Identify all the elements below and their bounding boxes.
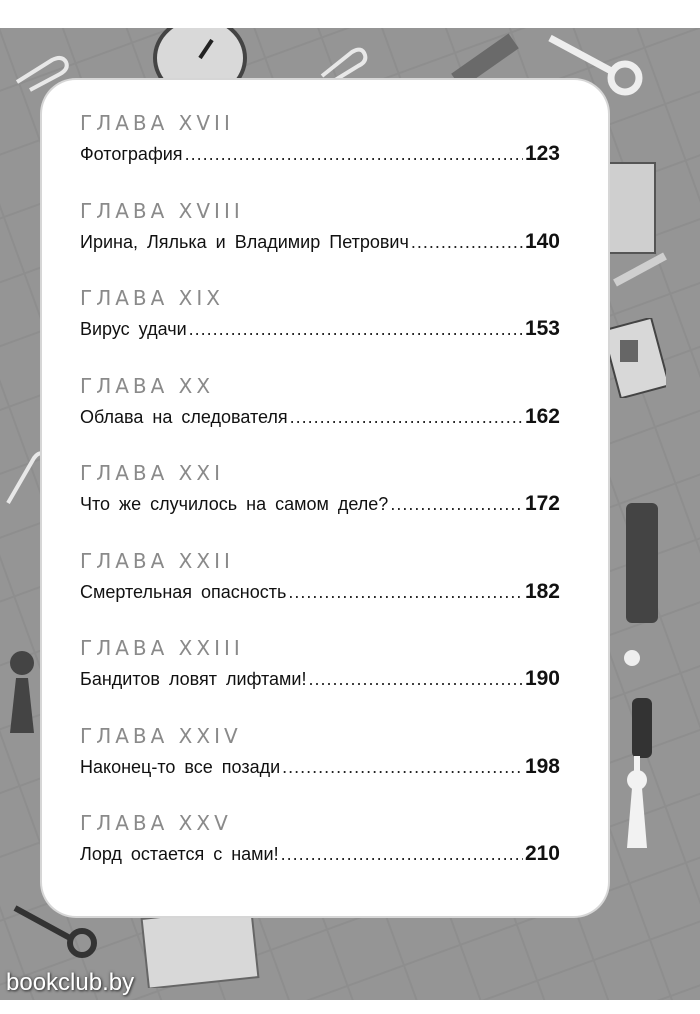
toc-line — [80, 755, 560, 779]
chapter-title: Ирина, Лялька и Владимир Петрович — [80, 231, 409, 252]
toc-entry — [80, 723, 560, 811]
chapter-title: Бандитов ловят лифтами! — [80, 669, 307, 689]
page-number: 210 — [524, 842, 560, 865]
page-number: 153 — [524, 317, 560, 340]
chapter-title: Наконец-то все позади — [80, 756, 281, 777]
page-number: 140 — [524, 229, 560, 253]
dot-leader — [185, 144, 523, 165]
chapter-label: ГЛАВА XIX — [80, 286, 224, 310]
chapter-label: ГЛАВА XXII — [80, 548, 234, 573]
dot-leader — [189, 319, 523, 340]
envelope-icon — [600, 158, 660, 258]
chapter-title: Лорд остается с нами! — [80, 844, 279, 864]
chapter-title: Смертельная опасность — [80, 581, 287, 602]
clock-icon — [150, 28, 250, 88]
toc-line — [80, 142, 560, 166]
chapter-title: Вирус удачи — [80, 319, 187, 339]
chapter-label: ГЛАВА XXIV — [80, 723, 242, 748]
toc-entry — [80, 373, 560, 461]
id-card-icon — [606, 318, 666, 398]
envelope-icon — [140, 908, 260, 988]
page-number: 162 — [524, 404, 560, 428]
page-number: 198 — [524, 754, 560, 778]
toc-line — [80, 405, 560, 429]
pencil-icon — [610, 248, 670, 288]
toc-entry — [80, 198, 560, 286]
chapter-title: Что же случилось на самом деле? — [80, 494, 389, 514]
toc-line — [80, 492, 560, 516]
paperclip-icon — [0, 448, 44, 508]
chess-king-icon — [612, 748, 662, 858]
chapter-title: Фотография — [80, 144, 183, 164]
chapter-label: ГЛАВА XXI — [80, 461, 224, 485]
dot-leader — [411, 232, 523, 253]
table-of-contents-card — [42, 80, 608, 916]
table-of-contents — [80, 110, 560, 898]
chapter-label: ГЛАВА XX — [80, 373, 215, 398]
chess-pawn-icon — [0, 638, 44, 738]
page-number: 123 — [524, 142, 560, 165]
toc-entry — [80, 810, 560, 898]
toc-line — [80, 580, 560, 604]
dot-leader — [290, 407, 523, 428]
page-number: 190 — [524, 667, 560, 690]
toc-entry — [80, 635, 560, 723]
chapter-label: ГЛАВА XXV — [80, 811, 232, 835]
toc-line — [80, 842, 560, 866]
page-number: 172 — [524, 492, 560, 515]
watermark: bookclub.by — [6, 969, 135, 996]
chapter-title: Облава на следователя — [80, 406, 288, 427]
dot-leader — [281, 844, 523, 865]
toc-line — [80, 667, 560, 691]
chapter-label: ГЛАВА XXIII — [80, 636, 244, 660]
toc-entry — [80, 110, 560, 198]
keychain-icon — [612, 628, 662, 768]
toc-entry — [80, 460, 560, 548]
dot-leader — [308, 669, 522, 690]
dot-leader — [288, 582, 523, 603]
toc-line — [80, 230, 560, 254]
dot-leader — [390, 494, 523, 515]
chapter-label: ГЛАВА XVIII — [80, 198, 244, 223]
dot-leader — [282, 757, 523, 778]
toc-entry — [80, 285, 560, 373]
page-number: 182 — [524, 579, 560, 603]
flashlight-icon — [612, 498, 672, 628]
chapter-label: ГЛАВА XVII — [80, 111, 234, 135]
toc-entry — [80, 548, 560, 636]
toc-line — [80, 317, 560, 341]
